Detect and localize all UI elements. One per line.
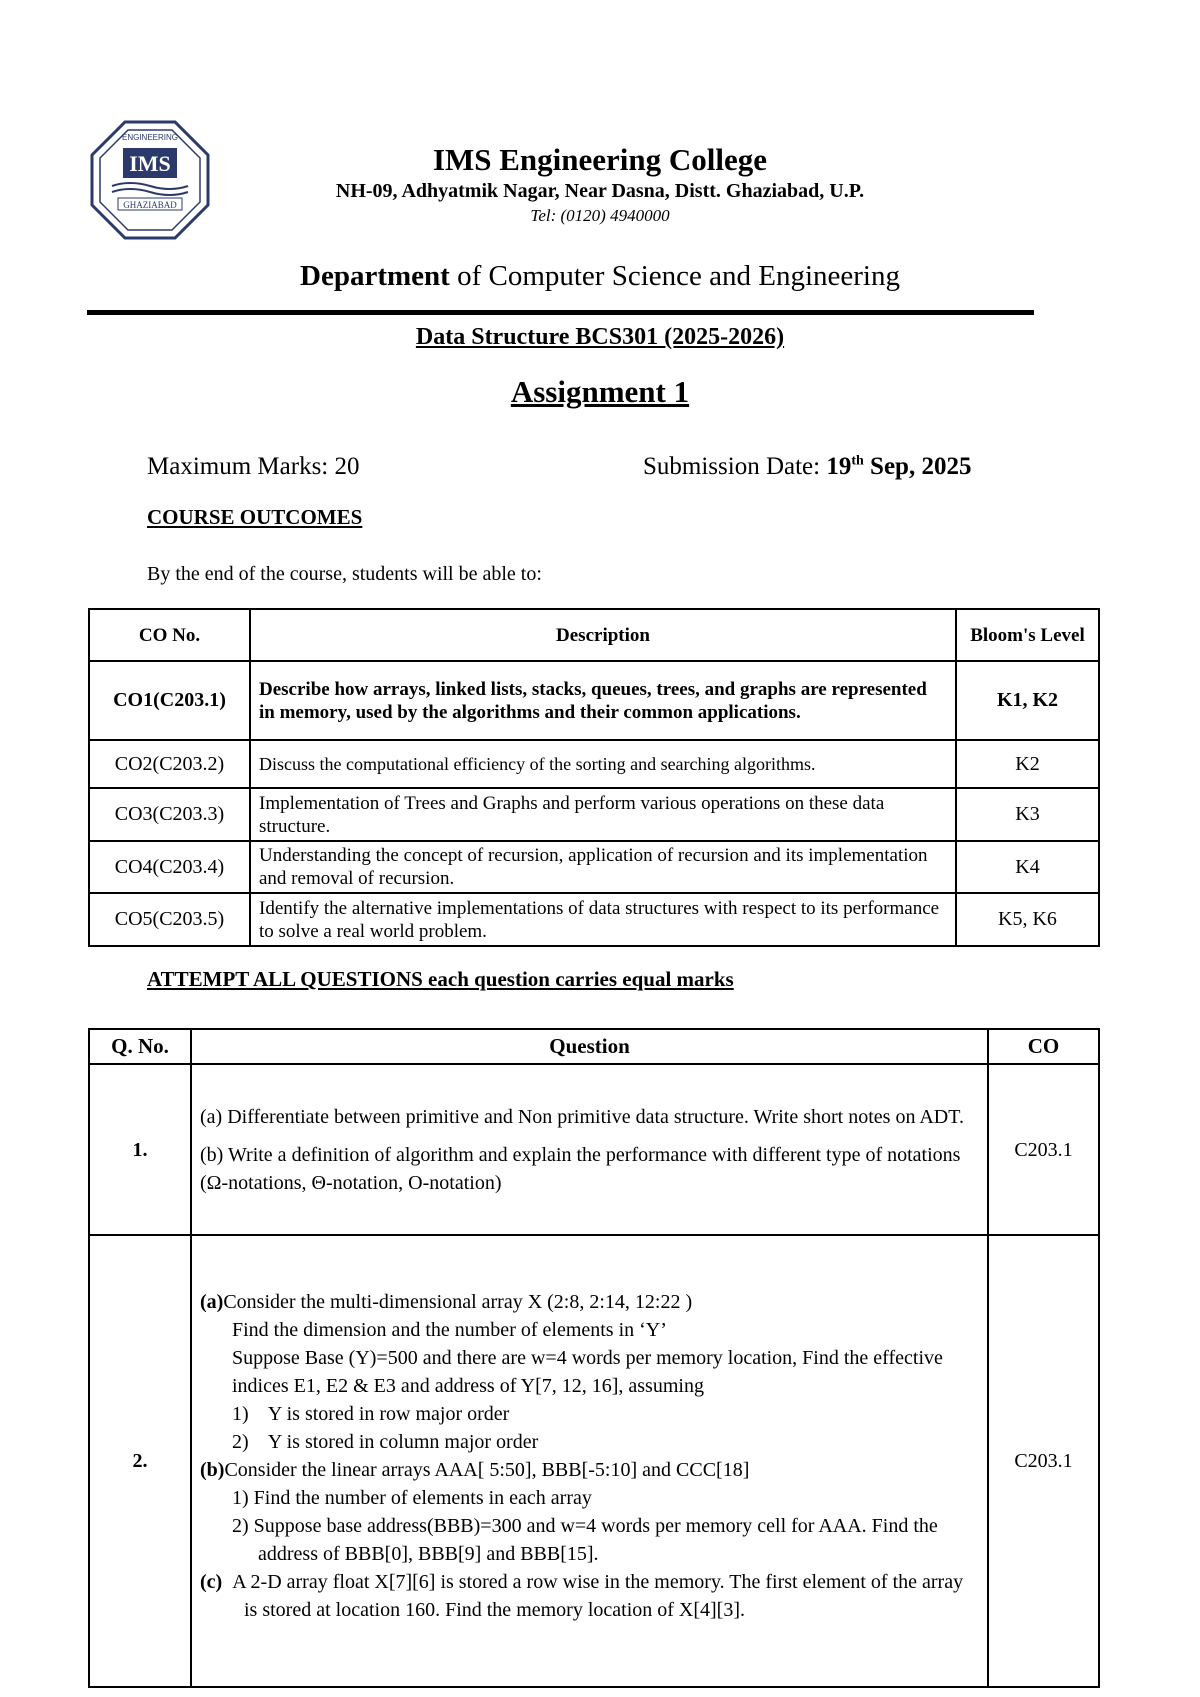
submission-date	[643, 453, 971, 481]
question-2c	[200, 1568, 979, 1624]
question-2a-line: Suppose Base (Y)=500 and there are w=4 words per memory location, Find the effective indices E1, E2 & E3 and address of Y[7, 12, 16], assuming	[232, 1347, 943, 1397]
question-row-2	[89, 1235, 1099, 1687]
college-tel: Tel: (0120) 4940000	[530, 206, 670, 225]
question-text	[191, 1235, 988, 1687]
table-row	[89, 893, 1099, 946]
table-header-row	[89, 1029, 1099, 1064]
header-description: Description	[250, 609, 956, 661]
college-name: IMS Engineering College	[432, 142, 768, 177]
co-description: Understanding the concept of recursion, application of recursion and its implementation and removal of recursion.	[250, 841, 956, 893]
header-co-no: CO No.	[89, 609, 250, 661]
submission-label: Submission Date:	[643, 453, 827, 480]
header-question: Question	[191, 1029, 988, 1064]
question-number: 2.	[89, 1235, 191, 1687]
co-level: K1, K2	[956, 661, 1099, 740]
question-2b-item: 1) Find the number of elements in each array	[232, 1487, 592, 1509]
co-number: CO3(C203.3)	[89, 788, 250, 841]
svg-text:ENGINEERING: ENGINEERING	[121, 133, 179, 142]
department-name: of Computer Science and Engineering	[449, 260, 900, 292]
assignment-title: Assignment 1	[510, 374, 690, 409]
header-co: CO	[988, 1029, 1099, 1064]
question-2a	[200, 1288, 979, 1316]
question-2a-item: 1) Y is stored in row major order	[232, 1403, 510, 1425]
question-co: C203.1	[988, 1235, 1099, 1687]
department-bold: Department	[300, 260, 450, 292]
subject-title: Data Structure BCS301 (2025-2026)	[415, 324, 785, 350]
co-level: K2	[956, 740, 1099, 788]
co-level: K3	[956, 788, 1099, 841]
question-2b-line: Consider the linear arrays AAA[ 5:50], BBB[-5:10] and CCC[18]	[224, 1459, 750, 1481]
table-row	[89, 740, 1099, 788]
part-label: (c)	[200, 1571, 223, 1593]
table-header-row	[89, 609, 1099, 661]
question-2a-line: Consider the multi-dimensional array X (2:8, 2:14, 12:22 )	[223, 1291, 693, 1313]
question-2b	[200, 1456, 979, 1484]
co-description: Discuss the computational efficiency of the sorting and searching algorithms.	[250, 740, 956, 788]
questions-table	[88, 1028, 1100, 1688]
question-row-1	[89, 1064, 1099, 1235]
question-co: C203.1	[988, 1064, 1099, 1235]
header-q-no: Q. No.	[89, 1029, 191, 1064]
table-row	[89, 841, 1099, 893]
part-label: (b)	[200, 1459, 225, 1481]
co-description: Describe how arrays, linked lists, stacks, queues, trees, and graphs are represented in memory, used by the algorithms and their common applications.	[250, 661, 956, 740]
max-marks: Maximum Marks: 20	[147, 453, 360, 480]
table-row	[89, 661, 1099, 740]
co-number: CO1(C203.1)	[89, 661, 250, 740]
co-description: Identify the alternative implementations of data structures with respect to its performance to solve a real world problem.	[250, 893, 956, 946]
question-1a: (a) Differentiate between primitive and Non primitive data structure. Write short notes on ADT.	[200, 1105, 964, 1128]
question-2a-item: 2) Y is stored in column major order	[232, 1431, 539, 1453]
submission-day: 19	[826, 453, 852, 480]
part-label: (a)	[200, 1291, 224, 1313]
intro-text: By the end of the course, students will be able to:	[147, 563, 542, 585]
submission-month-year: Sep, 2025	[863, 453, 972, 480]
co-description: Implementation of Trees and Graphs and perform various operations on these data structure.	[250, 788, 956, 841]
co-level: K4	[956, 841, 1099, 893]
attempt-heading: ATTEMPT ALL QUESTIONS each question carries equal marks	[147, 967, 734, 991]
header-blooms-level: Bloom's Level	[956, 609, 1099, 661]
svg-text:GHAZIABAD: GHAZIABAD	[123, 200, 177, 210]
co-number: CO2(C203.2)	[89, 740, 250, 788]
question-2b-item: 2) Suppose base address(BBB)=300 and w=4 words per memory cell for AAA. Find the address of BBB[0], BBB[9] and BBB[15].	[232, 1515, 938, 1565]
question-1b: (b) Write a definition of algorithm and explain the performance with different type of notations (Ω-notations, Θ-notation, O-notation)	[200, 1143, 961, 1194]
co-level: K5, K6	[956, 893, 1099, 946]
question-text	[191, 1064, 988, 1235]
department	[0, 260, 1200, 293]
submission-sup: th	[851, 453, 864, 469]
svg-text:IMS: IMS	[129, 151, 171, 176]
question-number: 1.	[89, 1064, 191, 1235]
question-2c-line: A 2-D array float X[7][6] is stored a row wise in the memory. The first element of the array is stored at location 160. Find the memory location of X[4][3].	[232, 1571, 964, 1621]
question-2a-line: Find the dimension and the number of elements in ‘Y’	[232, 1319, 667, 1341]
course-outcomes-table	[88, 608, 1100, 947]
table-row	[89, 788, 1099, 841]
co-number: CO5(C203.5)	[89, 893, 250, 946]
course-outcomes-heading: COURSE OUTCOMES	[147, 505, 363, 529]
college-address: NH-09, Adhyatmik Nagar, Near Dasna, Distt. Ghaziabad, U.P.	[335, 180, 865, 202]
co-number: CO4(C203.4)	[89, 841, 250, 893]
header-rule	[87, 310, 1034, 315]
